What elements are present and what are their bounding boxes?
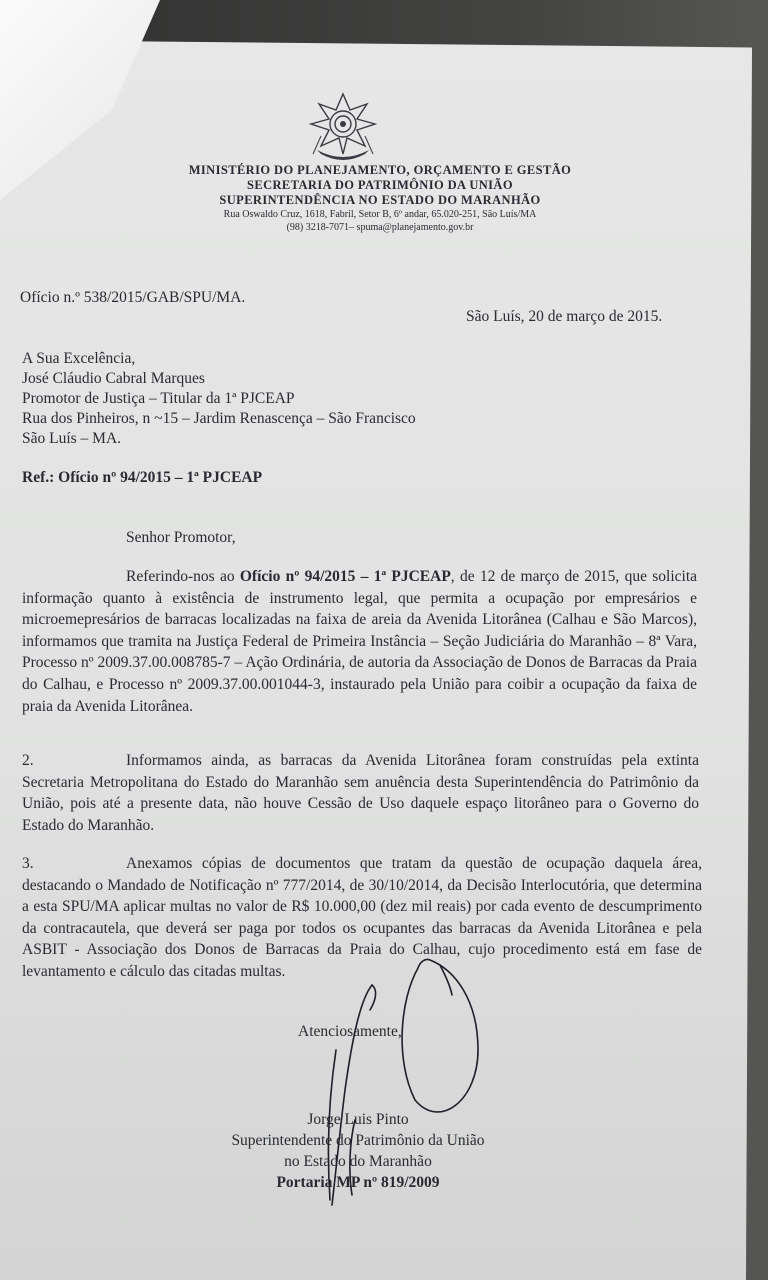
recipient-line: São Luís – MA. xyxy=(22,430,122,447)
recipient-line: Promotor de Justiça – Titular da 1ª PJCEAP xyxy=(22,390,295,407)
place-date: São Luís, 20 de março de 2015. xyxy=(466,308,663,325)
signer-ordinance: Portaria MP nº 819/2009 xyxy=(276,1174,440,1191)
salutation: Senhor Promotor, xyxy=(126,529,236,546)
signer-title: Superintendente do Patrimônio da União xyxy=(231,1132,485,1149)
coat-of-arms-seal xyxy=(305,92,381,162)
header-secretariat: SECRETARIA DO PATRIMÔNIO DA UNIÃO xyxy=(246,178,513,192)
paragraph-3-number: 3. xyxy=(22,855,34,872)
header-superintendency: SUPERINTENDÊNCIA NO ESTADO DO MARANHÃO xyxy=(219,193,541,207)
header-address: Rua Oswaldo Cruz, 1618, Fabril, Setor B, 6º andar, 65.020-251, São Luís/MA xyxy=(223,209,537,220)
paragraph-2: Informamos ainda, as barracas da Avenida Litorânea foram construídas pela extinta Secretaria Metropolitana do Estado do Maranhão sem anuência desta Superintendência do Patrimônio da União, pois até a presente data, não houve Cessão de Uso daquele espaço litorâneo para o Governo do Estado do Maranhão. xyxy=(22,752,699,834)
closing: Atenciosamente, xyxy=(298,1023,402,1040)
signer-state: no Estado do Maranhão xyxy=(284,1153,432,1170)
paragraph-1 xyxy=(22,566,697,717)
recipient-line: José Cláudio Cabral Marques xyxy=(22,370,205,387)
signer-name: Jorge Luis Pinto xyxy=(307,1111,409,1128)
header-ministry: MINISTÉRIO DO PLANEJAMENTO, ORÇAMENTO E GESTÃO xyxy=(188,163,572,177)
recipient-line: A Sua Excelência, xyxy=(22,350,136,367)
paragraph-2-number: 2. xyxy=(22,752,34,769)
reference-line: Ref.: Ofício nº 94/2015 – 1ª PJCEAP xyxy=(22,469,263,486)
recipient-line: Rua dos Pinheiros, n ~15 – Jardim Renascença – São Francisco xyxy=(22,410,416,427)
header-contact: (98) 3218-7071– spuma@planejamento.gov.br xyxy=(286,222,474,233)
paragraph-3: Anexamos cópias de documentos que tratam da questão de ocupação daquela área, destacando o Mandado de Notificação nº 777/2014, de 30/10/2014, da Decisão Interlocutória, que determina a esta SPU/MA aplicar multas no valor de R$ 10.000,00 (dez mil reais) por cada evento de descumprimento da contracautela, que deverá ser paga por todos os ocupantes das barracas da Avenida Litorânea e pela ASBIT - Associação dos Donos de Barracas da Praia do Calhau, cujo procedimento está em fase de levantamento e cálculo das citadas multas. xyxy=(22,855,702,980)
letter-number: Ofício n.º 538/2015/GAB/SPU/MA. xyxy=(20,289,246,306)
paragraph-1-body: , de 12 de março de 2015, que solicita informação quanto à existência de instrumento legal, que permita a ocupação por empresários e microemepresários de barracas localizadas na faixa de areia da Avenida Litorânea (Calhau e São Marcos), informamos que tramita na Justiça Federal de Primeira Instância – Seção Judiciária do Maranhão – 8ª Vara, Processo nº 2009.37.00.008785-7 – Ação Ordinária, de autoria da Associação de Donos de Barracas da Praia do Calhau, e Processo nº 2009.37.00.001044-3, instaurado pela União para coibir a ocupação da faixa de praia da Avenida Litorânea. xyxy=(22,568,698,715)
paragraph-1-intro: Referindo-nos ao xyxy=(126,568,240,585)
paragraph-1-reference: Ofício nº 94/2015 – 1ª PJCEAP xyxy=(239,568,451,585)
